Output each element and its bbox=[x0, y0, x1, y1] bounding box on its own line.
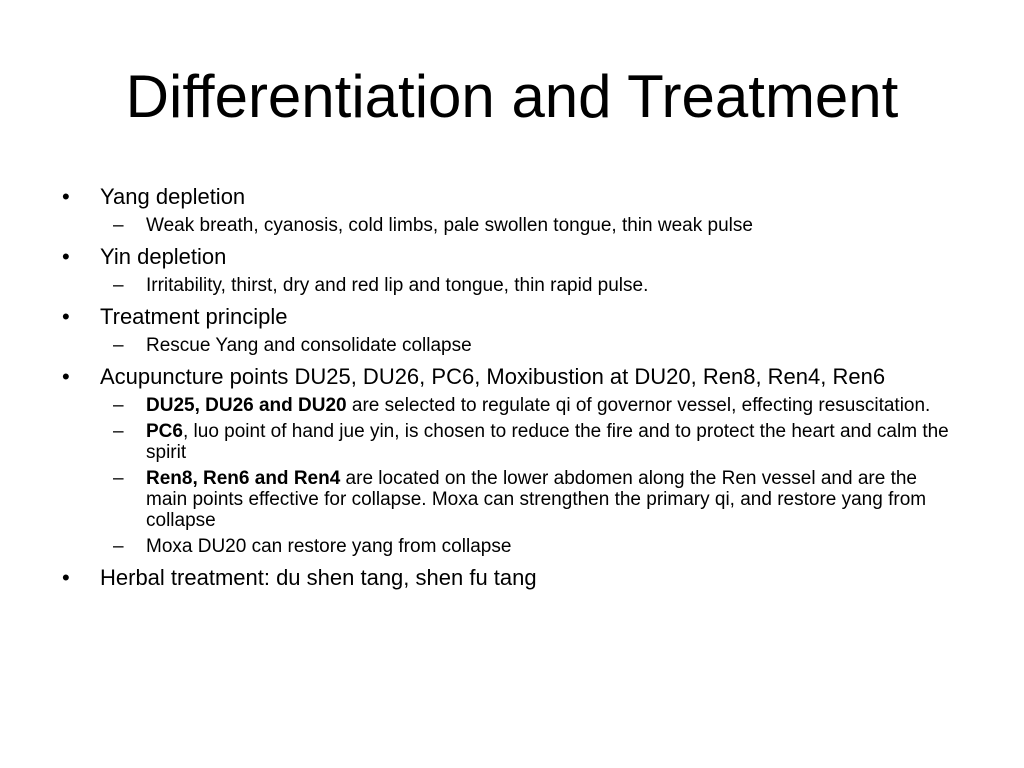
sub-bullet-principle-detail bbox=[62, 335, 962, 356]
bullet-text: Herbal treatment: du shen tang, shen fu tang bbox=[100, 565, 537, 590]
bullet-marker: • bbox=[62, 184, 70, 209]
sub-bullet-pc6 bbox=[62, 421, 962, 463]
bullet-treatment-principle bbox=[62, 305, 962, 329]
sub-bullet-bold-lead: Ren8, Ren6 and Ren4 bbox=[146, 468, 341, 489]
sub-bullet-bold-lead: PC6 bbox=[146, 421, 183, 442]
sub-bullet-text: Rescue Yang and consolidate collapse bbox=[146, 335, 472, 356]
sub-bullet-yin-symptoms bbox=[62, 275, 962, 296]
bullet-text: Yin depletion bbox=[100, 244, 227, 269]
sub-bullet-text: , luo point of hand jue yin, is chosen to reduce the fire and to protect the heart and calm the spirit bbox=[146, 421, 949, 463]
sub-bullet-marker: – bbox=[113, 468, 124, 489]
bullet-marker: • bbox=[62, 244, 70, 269]
sub-bullet-ren-points bbox=[62, 468, 962, 531]
sub-bullet-du-points bbox=[62, 395, 962, 416]
sub-bullet-yang-symptoms bbox=[62, 215, 962, 236]
sub-bullet-marker: – bbox=[113, 536, 124, 557]
sub-bullet-marker: – bbox=[113, 215, 124, 236]
bullet-text: Acupuncture points DU25, DU26, PC6, Moxibustion at DU20, Ren8, Ren4, Ren6 bbox=[100, 364, 886, 389]
bullet-marker: • bbox=[62, 364, 70, 389]
bullet-marker: • bbox=[62, 304, 70, 329]
bullet-text: Yang depletion bbox=[100, 184, 246, 209]
sub-bullet-text: Irritability, thirst, dry and red lip and tongue, thin rapid pulse. bbox=[146, 275, 649, 296]
bullet-marker: • bbox=[62, 565, 70, 590]
sub-bullet-text: Weak breath, cyanosis, cold limbs, pale swollen tongue, thin weak pulse bbox=[146, 215, 753, 236]
bullet-acupuncture-points bbox=[62, 365, 962, 389]
bullet-yang-depletion bbox=[62, 185, 962, 209]
bullet-herbal-treatment bbox=[62, 566, 962, 590]
sub-bullet-text: are selected to regulate qi of governor vessel, effecting resuscitation. bbox=[346, 395, 931, 416]
bullet-yin-depletion bbox=[62, 245, 962, 269]
bullet-text: Treatment principle bbox=[100, 304, 288, 329]
sub-bullet-text: are located on the lower abdomen along the Ren vessel and are the main points effective for collapse. Moxa can strengthen the primary qi, and restore yang from collapse bbox=[146, 468, 927, 531]
sub-bullet-marker: – bbox=[113, 421, 124, 442]
bullet-list bbox=[62, 181, 962, 590]
sub-bullet-moxa-du20 bbox=[62, 536, 962, 557]
sub-bullet-marker: – bbox=[113, 335, 124, 356]
sub-bullet-text: Moxa DU20 can restore yang from collapse bbox=[146, 536, 512, 557]
sub-bullet-marker: – bbox=[113, 275, 124, 296]
slide-title: Differentiation and Treatment bbox=[125, 63, 899, 130]
sub-bullet-bold-lead: DU25, DU26 and DU20 bbox=[146, 395, 347, 416]
sub-bullet-marker: – bbox=[113, 395, 124, 416]
